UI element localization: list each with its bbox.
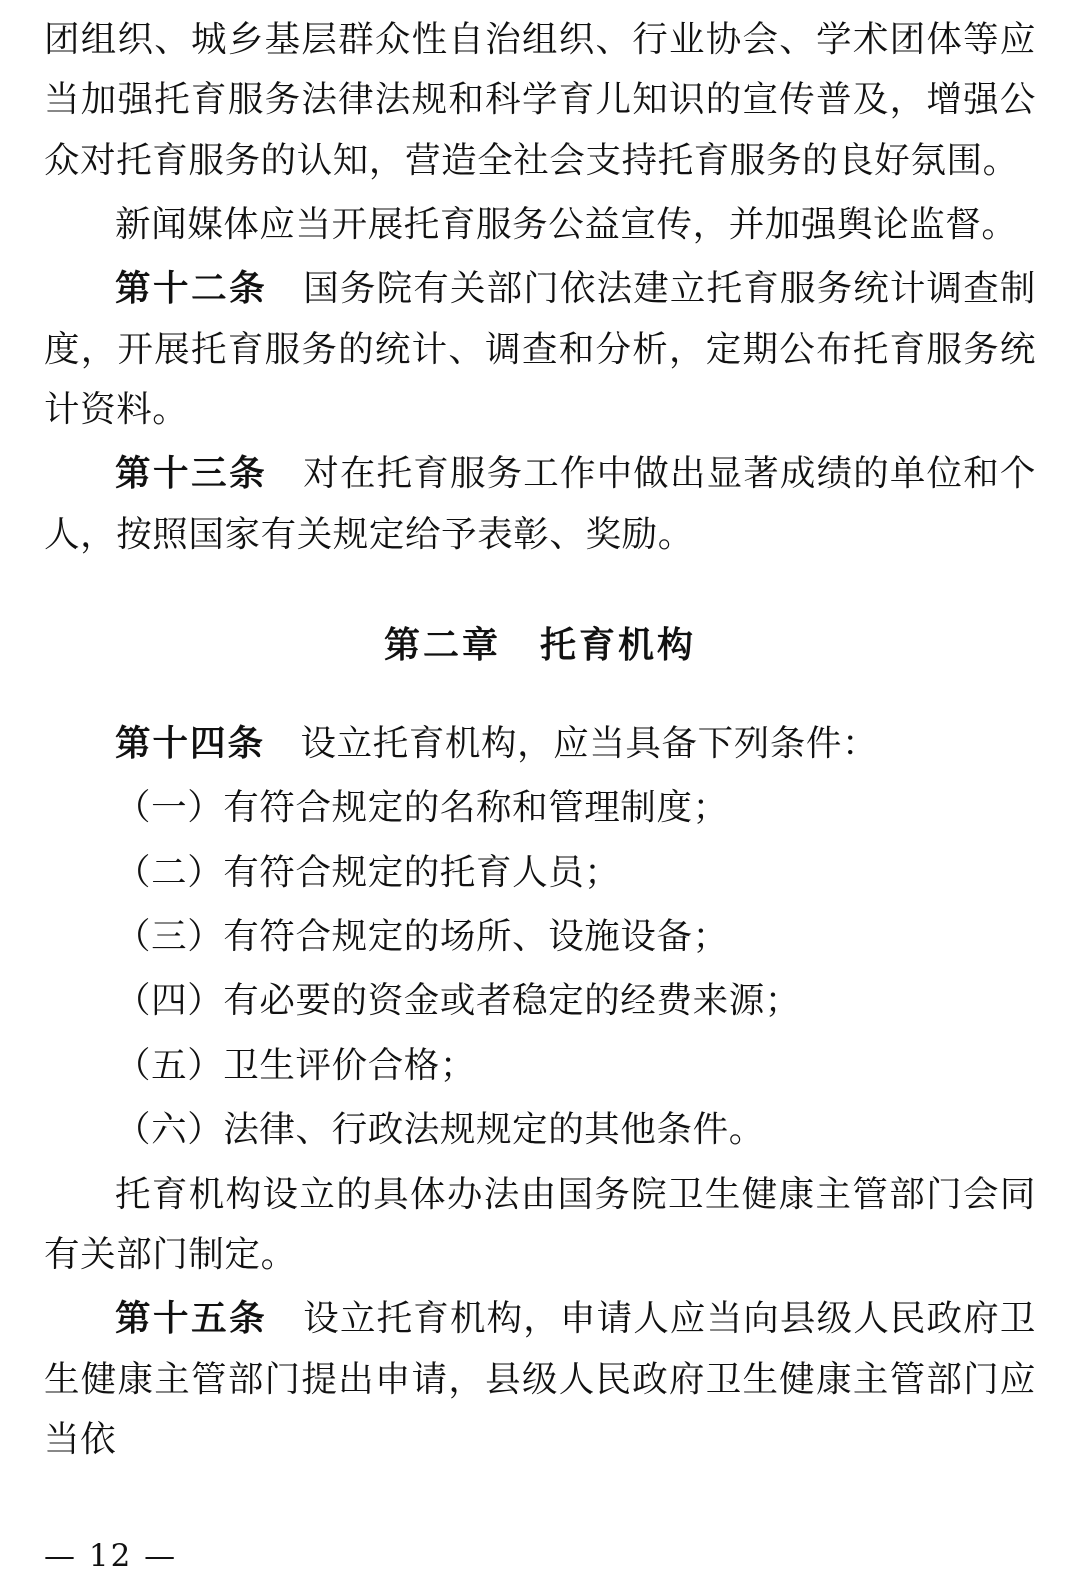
article-number: 第十五条 [115,1298,268,1340]
list-item: （六）法律、行政法规规定的其他条件。 [115,1109,765,1151]
article-text: 国务院有关部门依法建立托育服务统计调查制度，开展托育服务的统计、调查和分析，定期公布托育服务统计资料。 [44,268,1036,431]
list-item: （四）有必要的资金或者稳定的经费来源； [115,980,801,1022]
article-text: 设立托育机构，申请人应当向县级人民政府卫生健康主管部门提出申请，县级人民政府卫生健康主管部门应当依 [44,1298,1036,1460]
list-item: （三）有符合规定的场所、设施设备； [115,916,729,958]
article-number: 第十四条 [115,723,266,765]
article-number: 第十三条 [115,453,268,495]
article-text: 对在托育服务工作中做出显著成绩的单位和个人，按照国家有关规定给予表彰、奖励。 [44,453,1036,555]
chapter-title: 第二章 托育机构 [383,624,696,667]
list-item: （五）卫生评价合格； [115,1044,477,1086]
paragraph: 团组织、城乡基层群众性自治组织、行业协会、学术团体等应当加强托育服务法律法规和科学育儿知识的宣传普及，增强公众对托育服务的认知，营造全社会支持托育服务的良好氛围。 [44,19,1036,181]
list-item: （二）有符合规定的托育人员； [115,851,621,893]
article-text: 设立托育机构，应当具备下列条件： [300,723,879,765]
paragraph: 托育机构设立的具体办法由国务院卫生健康主管部门会同有关部门制定。 [44,1173,1036,1275]
article-paragraph [44,259,1036,440]
article-paragraph [44,1289,1036,1470]
page-footer: — 12 — [44,1538,178,1574]
article-paragraph [44,444,1036,565]
list-item: （一）有符合规定的名称和管理制度； [115,787,729,829]
paragraph: 新闻媒体应当开展托育服务公益宣传，并加强舆论监督。 [115,204,1018,246]
article-paragraph [44,714,1036,774]
article-number: 第十二条 [115,268,268,310]
